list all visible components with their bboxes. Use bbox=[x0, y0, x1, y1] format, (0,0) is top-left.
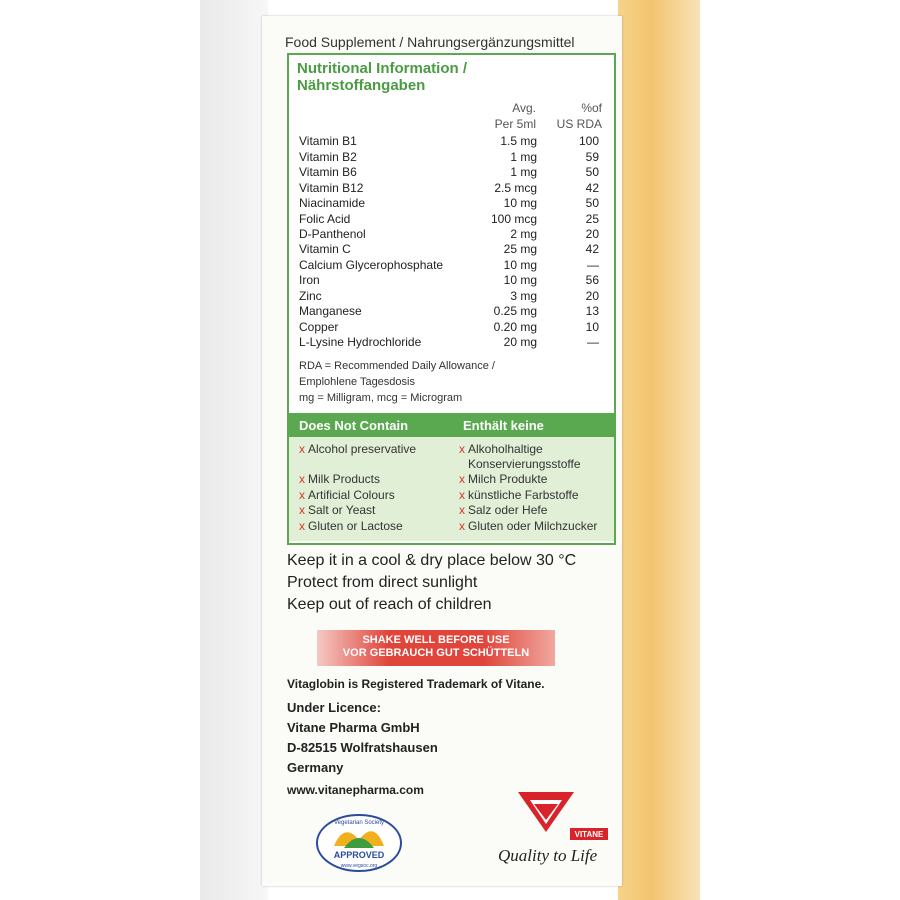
nutrition-heading: Nutritional Information / Nährstoffangaben bbox=[297, 60, 467, 94]
svg-text:APPROVED: APPROVED bbox=[333, 850, 385, 860]
nutrient-row: Vitamin B12 2.5 mcg 42 bbox=[299, 181, 599, 195]
free-from-item: x Milk Products bbox=[299, 472, 381, 486]
box-left-side bbox=[200, 0, 268, 900]
website-url: www.vitanepharma.com bbox=[287, 783, 424, 797]
units-note: mg = Milligram, mcg = Microgram bbox=[299, 392, 463, 404]
licence-label: Under Licence: bbox=[287, 700, 381, 715]
free-from-item: x Gluten or Lactose bbox=[299, 519, 403, 533]
shake-well-banner: SHAKE WELL BEFORE USE VOR GEBRAUCH GUT SCHÜTTELN bbox=[317, 630, 555, 666]
free-from-item-de: x Gluten oder Milchzucker bbox=[459, 519, 598, 533]
nutrient-row: Manganese 0.25 mg 13 bbox=[299, 304, 599, 318]
free-from-item-de: x Salz oder Hefe bbox=[459, 503, 548, 517]
storage-instruction: Keep it in a cool & dry place below 30 °C bbox=[287, 552, 577, 569]
svg-text:Vegetarian Society: Vegetarian Society bbox=[333, 820, 385, 826]
page-title: Food Supplement / Nahrungsergänzungsmittel bbox=[285, 34, 575, 50]
free-from-item-de: x Milch Produkte bbox=[459, 472, 548, 486]
licensor-name: Vitane Pharma GmbH bbox=[287, 720, 420, 735]
nutrient-row: Copper 0.20 mg 10 bbox=[299, 320, 599, 334]
free-from-item: x Salt or Yeast bbox=[299, 503, 376, 517]
storage-instruction: Keep out of reach of children bbox=[287, 596, 492, 613]
nutrient-row: Calcium Glycerophosphate 10 mg — bbox=[299, 258, 599, 272]
free-from-item-de: x künstliche Farbstoffe bbox=[459, 488, 579, 502]
free-from-item: x Artificial Colours bbox=[299, 488, 395, 502]
licensor-country: Germany bbox=[287, 760, 344, 775]
nutrient-row: Vitamin B6 1 mg 50 bbox=[299, 165, 599, 179]
nutrient-row: Iron 10 mg 56 bbox=[299, 273, 599, 287]
box-right-side bbox=[618, 0, 700, 900]
nutrient-row: Vitamin B2 1 mg 59 bbox=[299, 150, 599, 164]
free-from-item: x Alcohol preservative bbox=[299, 442, 417, 456]
avg-column-header: Avg. Per 5ml bbox=[494, 101, 536, 131]
nutrient-row: Vitamin C 25 mg 42 bbox=[299, 242, 599, 256]
free-from-item-de-cont: Konservierungsstoffe bbox=[468, 457, 581, 471]
vegetarian-society-logo bbox=[314, 812, 404, 874]
nutrient-row: Niacinamide 10 mg 50 bbox=[299, 196, 599, 210]
vitane-logo bbox=[516, 790, 610, 842]
rda-column-header: %of US RDA bbox=[556, 101, 602, 131]
rda-note-de: Emplohlene Tagesdosis bbox=[299, 376, 415, 388]
licensor-city: D-82515 Wolfratshausen bbox=[287, 740, 438, 755]
brand-tagline: Quality to Life bbox=[498, 846, 598, 865]
rda-note: RDA = Recommended Daily Allowance / bbox=[299, 360, 495, 372]
nutrient-row: L-Lysine Hydrochloride 20 mg — bbox=[299, 335, 599, 349]
nutrient-row: D-Panthenol 2 mg 20 bbox=[299, 227, 599, 241]
trademark-notice: Vitaglobin is Registered Trademark of Vitane. bbox=[287, 677, 545, 691]
storage-instruction: Protect from direct sunlight bbox=[287, 574, 478, 591]
free-from-title-en: Does Not Contain bbox=[299, 418, 409, 433]
free-from-title-de: Enthält keine bbox=[463, 418, 544, 433]
svg-text:www.vegsoc.org: www.vegsoc.org bbox=[340, 863, 378, 869]
free-from-item-de: x Alkoholhaltige bbox=[459, 442, 543, 456]
nutrient-row: Vitamin B1 1.5 mg 100 bbox=[299, 134, 599, 148]
nutrient-row: Folic Acid 100 mcg 25 bbox=[299, 212, 599, 226]
svg-text:VITANE: VITANE bbox=[574, 830, 604, 839]
nutrient-row: Zinc 3 mg 20 bbox=[299, 289, 599, 303]
